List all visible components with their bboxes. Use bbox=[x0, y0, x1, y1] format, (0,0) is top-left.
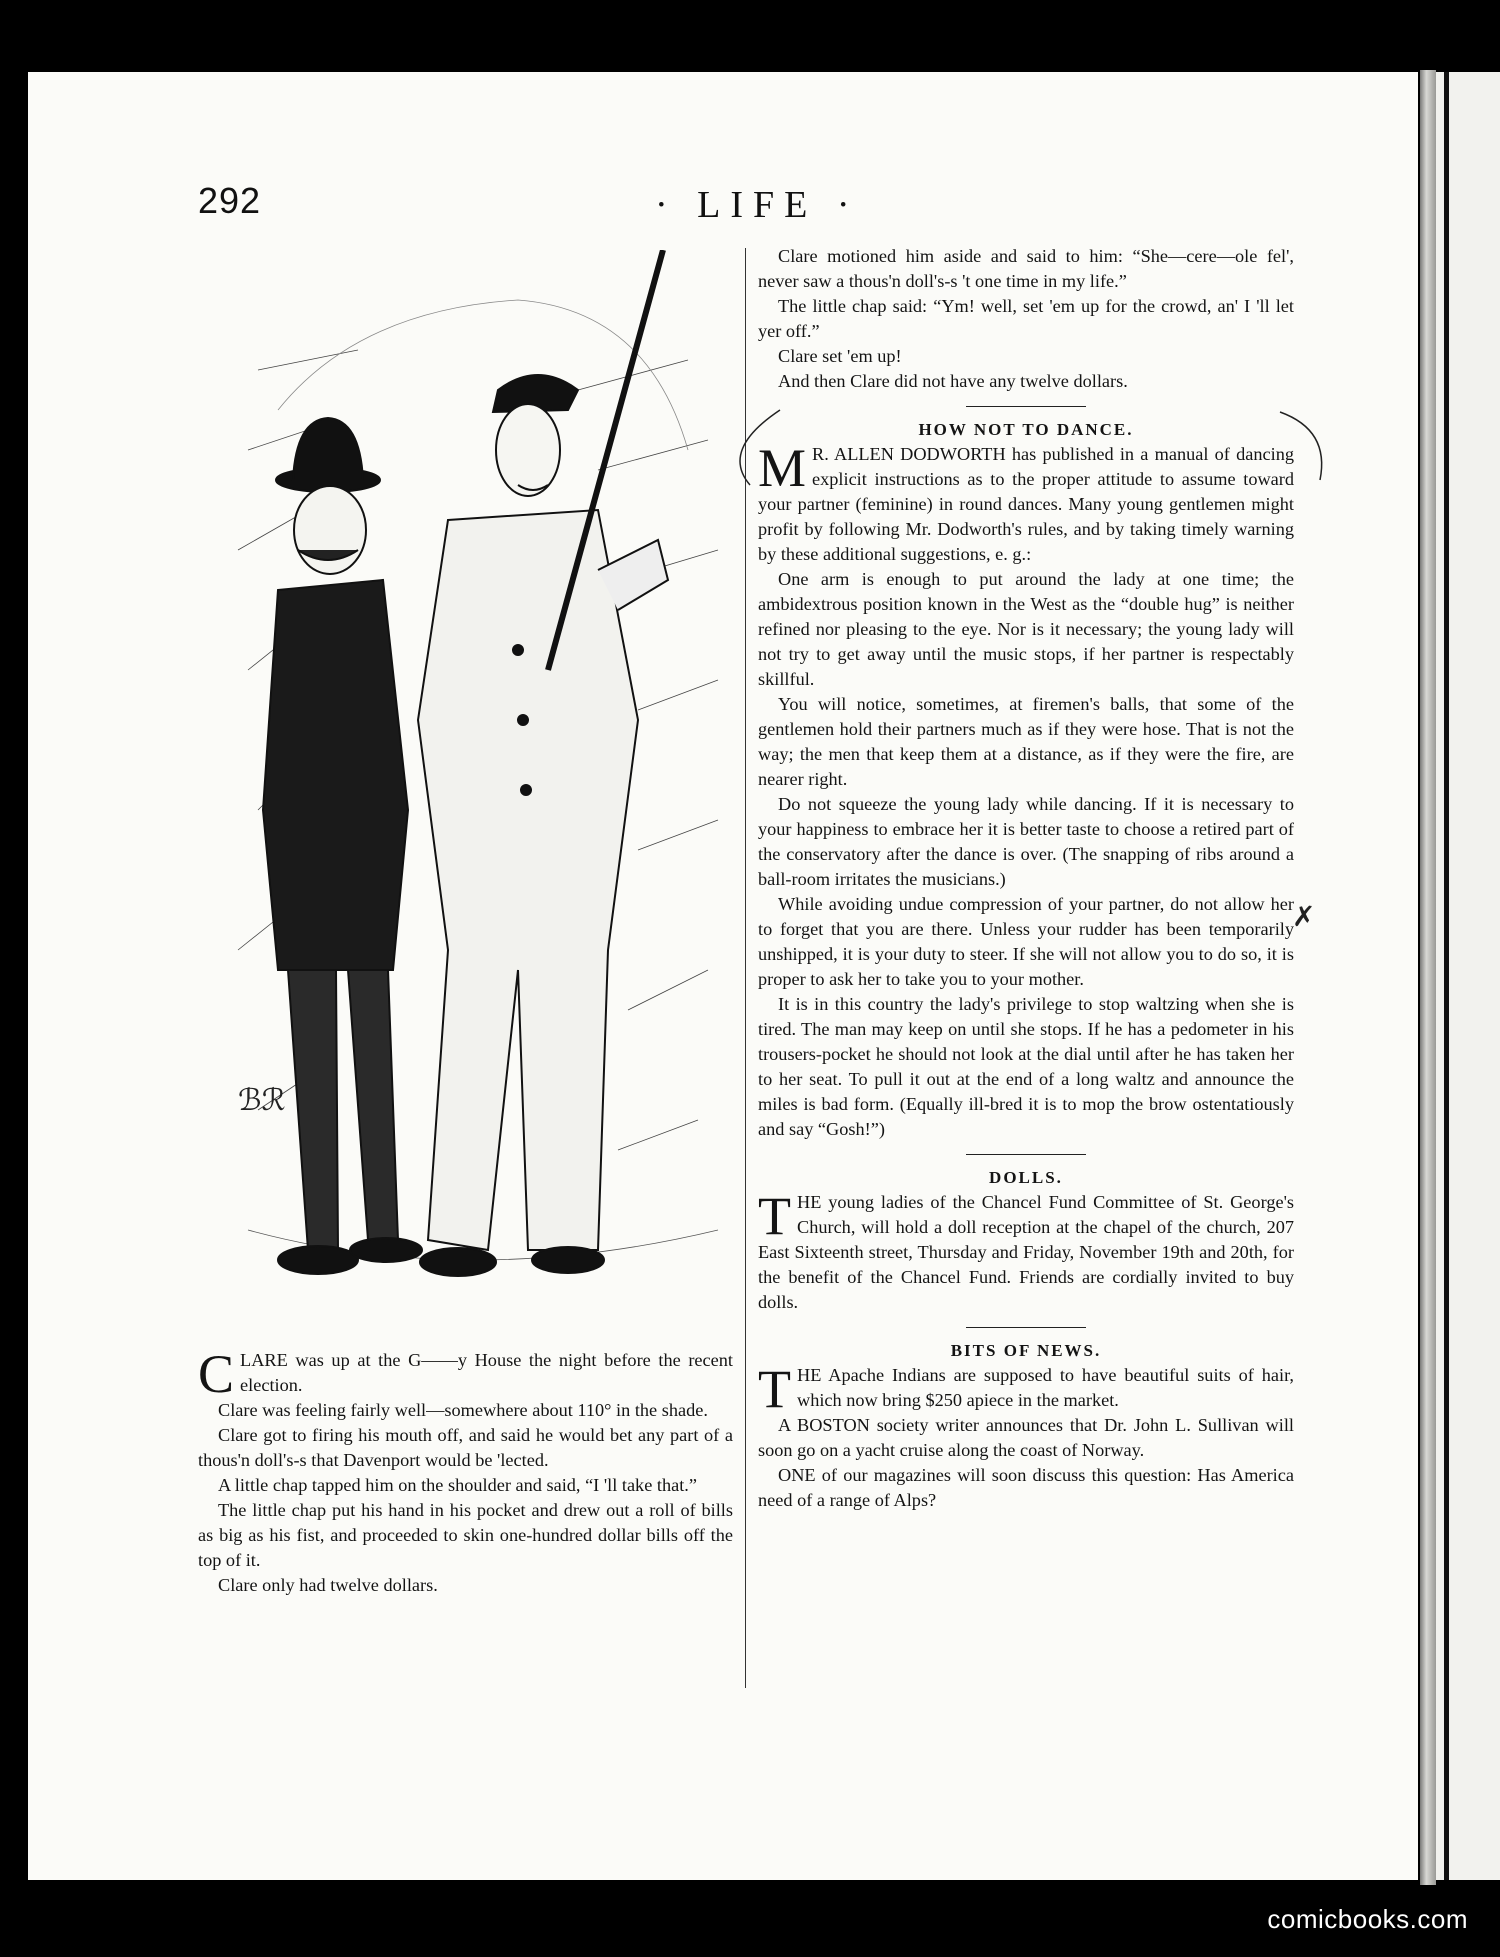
dance-lead-paragraph: M R. ALLEN DODWORTH has published in a manual of dancing explicit instructions as to the proper attitude to assume toward your partner (feminine) in round dances. Many young gentlemen might profit by following Mr. Dodworth's rules, and by taking timely warning by these additional suggestions, e. g.: bbox=[758, 438, 1294, 564]
section-divider bbox=[966, 1154, 1086, 1155]
news-paragraph-2: ONE of our magazines will soon discuss this question: Has America need of a range of Alps? bbox=[758, 1465, 1294, 1510]
heading-how-not-to-dance: HOW NOT TO DANCE. bbox=[918, 420, 1134, 439]
left-column bbox=[198, 1344, 733, 1598]
man-left-bowler bbox=[263, 418, 422, 1274]
dolls-lead-paragraph: THE young ladies of the Chancel Fund Committee of St. George's Church, will hold a doll reception at the chapel of the church, 207 East Sixteenth street, Thursday and Friday, November 19th and 20th, for the benefit of the Chancel Fund. Friends are cordially invited to buy dolls. bbox=[758, 1186, 1294, 1312]
watermark-text: comicbooks.com bbox=[1267, 1904, 1468, 1934]
story-paragraph-2: Clare was feeling fairly well—somewhere about 110° in the shade. bbox=[218, 1400, 708, 1420]
pencil-bracket-marks bbox=[700, 400, 1340, 498]
drop-cap: T bbox=[758, 1359, 791, 1419]
dance-paragraph-1: One arm is enough to put around the lady at one time; the ambidextrous position known in the West as the “double hug” is neither refined nor pleasing to the eye. Nor is it necessary; the young lady will not try to get away until the music stops, if her partner is respectably skillful. bbox=[758, 569, 1294, 689]
intro-paragraph-4: And then Clare did not have any twelve dollars. bbox=[778, 371, 1128, 391]
story-paragraph-4: A little chap tapped him on the shoulder and said, “I 'll take that.” bbox=[218, 1475, 697, 1495]
news-lead-paragraph: THE Apache Indians are supposed to have beautiful suits of hair, which now bring $250 apiece in the market. bbox=[758, 1359, 1294, 1419]
intro-paragraph-1: Clare motioned him aside and said to him: “She—cere—ole fel', never saw a thous'n doll's-s 't one time in my life.” bbox=[758, 246, 1294, 291]
dance-paragraph-4: While avoiding undue compression of your partner, do not allow her to forget that you are there. Unless your rudder has been temporarily unshipped, it is your duty to steer. If she will not allow you to do so, it is proper to ask her to take you to your mother. bbox=[758, 894, 1294, 989]
pencil-x-mark: ✗ bbox=[1292, 901, 1316, 932]
dance-paragraph-2: You will notice, sometimes, at firemen's balls, that some of the gentlemen hold their partners much as if they were hose. That is not the way; the men that keep them at a distance, as if they were the fire, are nearer right. bbox=[758, 694, 1294, 789]
story-paragraph-3: Clare got to firing his mouth off, and said he would bet any part of a thous'n doll's-s that Davenport would be 'lected. bbox=[198, 1425, 733, 1470]
story-paragraph-6: Clare only had twelve dollars. bbox=[218, 1575, 438, 1595]
intro-paragraph-2: The little chap said: “Ym! well, set 'em up for the crowd, an' I 'll let yer off.” bbox=[758, 296, 1294, 341]
page-number: 292 bbox=[198, 180, 262, 221]
page-spine bbox=[1420, 70, 1436, 1885]
heading-bits-of-news: BITS OF NEWS. bbox=[950, 1341, 1102, 1360]
binding-shadow bbox=[1444, 72, 1449, 1880]
heading-dolls: DOLLS. bbox=[989, 1168, 1063, 1187]
story-paragraph-5: The little chap put his hand in his pocket and drew out a roll of bills as big as his fist, and proceeded to skin one-hundred dollar bills off the top of it. bbox=[198, 1500, 733, 1570]
cartoon-illustration bbox=[218, 250, 738, 1330]
story-paragraph-1: CLARE was up at the G——y House the night before the recent election. bbox=[198, 1344, 733, 1404]
man-right-cap-cane bbox=[418, 250, 668, 1276]
news-paragraph-1: A BOSTON society writer announces that Dr. John L. Sullivan will soon go on a yacht cruise along the coast of Norway. bbox=[758, 1415, 1294, 1460]
artist-monogram: ℬℛ bbox=[238, 1084, 286, 1117]
drop-cap: C bbox=[198, 1344, 235, 1404]
drop-cap: T bbox=[758, 1186, 791, 1246]
drop-cap: M bbox=[758, 438, 807, 498]
next-page-edge bbox=[1436, 72, 1500, 1880]
dance-paragraph-3: Do not squeeze the young lady while dancing. If it is necessary to your happiness to embrace her it is better taste to choose a retired part of the conservatory after the dance is over. (The snapping of ribs around a ball-room irritates the musicians.) bbox=[758, 794, 1294, 889]
dance-paragraph-5: It is in this country the lady's privilege to stop waltzing when she is tired. The man may keep on until she stops. If he has a pedometer in his trousers-pocket he should not look at the dial until after he has taken her to her seat. To pull it out at the end of a long waltz and announce the miles is bad form. (Equally ill-bred it is to mop the brow ostentatiously and say “Gosh!”) bbox=[758, 994, 1294, 1139]
masthead-title: · LIFE · bbox=[655, 184, 860, 226]
intro-paragraph-3: Clare set 'em up! bbox=[778, 346, 902, 366]
section-divider bbox=[966, 1327, 1086, 1328]
